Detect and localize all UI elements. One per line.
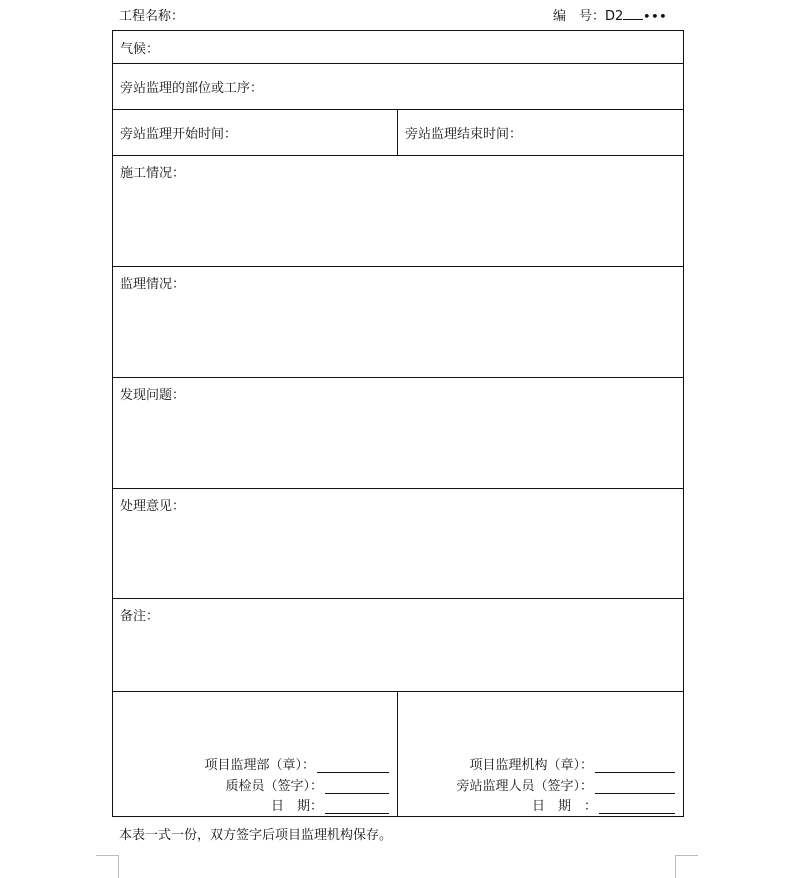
inspector-label: 质检员（签字）： bbox=[225, 778, 323, 794]
handling-cell[interactable] bbox=[113, 489, 684, 599]
supervision-row bbox=[113, 267, 684, 378]
signature-left-cell bbox=[113, 692, 398, 817]
construction-cell[interactable] bbox=[113, 156, 684, 267]
start-time-cell[interactable] bbox=[113, 110, 398, 156]
handling-row bbox=[113, 489, 684, 599]
weather-row bbox=[113, 31, 684, 64]
supervisor-blank[interactable] bbox=[595, 779, 675, 794]
issues-cell[interactable] bbox=[113, 378, 684, 489]
left-date-line bbox=[204, 794, 389, 815]
time-row bbox=[113, 110, 684, 156]
serial-blank[interactable] bbox=[623, 9, 643, 20]
inspector-line bbox=[204, 773, 389, 794]
remarks-row bbox=[113, 599, 684, 692]
signature-row bbox=[113, 692, 684, 817]
handling-label: 处理意见： bbox=[120, 499, 186, 514]
org-seal-line bbox=[457, 753, 676, 774]
remarks-cell[interactable] bbox=[113, 599, 684, 692]
remarks-label: 备注： bbox=[120, 609, 160, 624]
page-corner-mark-right bbox=[675, 855, 698, 878]
weather-label: 气候： bbox=[120, 41, 160, 57]
signature-left-block bbox=[204, 753, 389, 815]
dept-seal-blank[interactable] bbox=[317, 758, 389, 773]
page-corner-mark-left bbox=[96, 855, 119, 878]
dept-seal-line bbox=[204, 753, 389, 774]
signature-right-cell bbox=[398, 692, 684, 817]
issues-row bbox=[113, 378, 684, 489]
left-date-blank[interactable] bbox=[325, 799, 389, 814]
supervision-label: 监理情况： bbox=[120, 277, 186, 292]
construction-label: 施工情况： bbox=[120, 166, 186, 181]
start-time-label: 旁站监理开始时间： bbox=[120, 127, 238, 142]
right-date-line bbox=[457, 794, 676, 815]
supervisor-line bbox=[457, 773, 676, 794]
supervisor-label: 旁站监理人员（签字）： bbox=[456, 778, 594, 794]
part-cell[interactable] bbox=[113, 64, 684, 110]
supervision-cell[interactable] bbox=[113, 267, 684, 378]
end-time-label: 旁站监理结束时间： bbox=[405, 127, 523, 142]
part-row bbox=[113, 64, 684, 110]
inspector-blank[interactable] bbox=[325, 779, 389, 794]
left-date-label: 日 期： bbox=[270, 799, 323, 814]
weather-cell[interactable] bbox=[113, 31, 684, 64]
part-label: 旁站监理的部位或工序： bbox=[120, 81, 264, 96]
signature-right-block bbox=[457, 753, 676, 815]
project-name-label: 工程名称： bbox=[119, 9, 185, 24]
footer-note: 本表一式一份，双方签字后项目监理机构保存。 bbox=[119, 828, 393, 843]
serial-label: 编 号：D2 bbox=[553, 9, 624, 24]
org-seal-label: 项目监理机构（章）： bbox=[469, 758, 594, 773]
issues-label: 发现问题： bbox=[120, 388, 186, 403]
org-seal-blank[interactable] bbox=[595, 758, 675, 773]
dept-seal-label: 项目监理部（章）： bbox=[204, 758, 315, 773]
end-time-cell[interactable] bbox=[398, 110, 684, 156]
right-date-label: 日 期 ： bbox=[532, 799, 598, 814]
supervision-form-table bbox=[112, 30, 684, 817]
serial-number bbox=[553, 5, 667, 24]
right-date-blank[interactable] bbox=[599, 799, 675, 814]
construction-row bbox=[113, 156, 684, 267]
serial-suffix: ••• bbox=[643, 10, 668, 23]
